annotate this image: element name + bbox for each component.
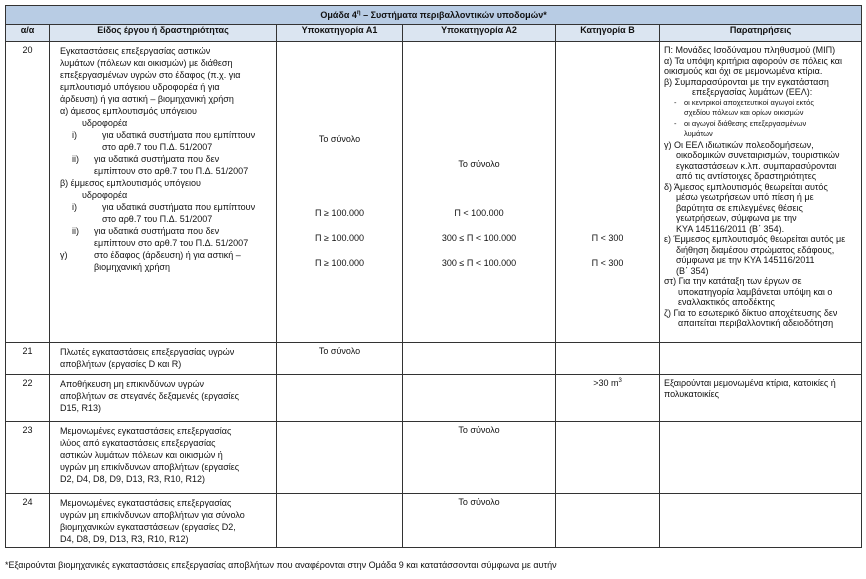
row-number: 23 (6, 422, 50, 494)
table-row (6, 42, 862, 343)
value-a2-indirect-i: Π < 100.000 (454, 208, 504, 218)
value-a2-direct-ii: Το σύνολο (458, 159, 500, 169)
table-row (6, 343, 862, 375)
row-number: 24 (6, 494, 50, 548)
row-a2-values (403, 42, 556, 343)
row-description: Αποθήκευση μη επικινδύνων υγρών αποβλήτων σε στεγανές δεξαμενές (εργασίες D15, R13) (50, 375, 277, 422)
row-a1-values (277, 494, 403, 548)
footnote: *Εξαιρούνται βιομηχανικές εγκαταστάσεις επεξεργασίας αποβλήτων που αναφέρονται στην Ομάδα 9 και κατατάσσονται σύμφωνα με αυτήν (5, 560, 557, 570)
table-title-row (6, 6, 862, 25)
value-a2-soil: 300 ≤ Π < 100.000 (441, 258, 517, 268)
row-description: Μεμονωμένες εγκαταστάσεις επεξεργασίας ιλύος από εγκαταστάσεις επεξεργασίας αστικών λυμάτων πόλεων και οικισμών ή υγρών μη επικίνδυνων αποβλήτων (εργασίες D2, D4, D8, D9, D13, R3, R10, R12) (50, 422, 277, 494)
value-a1-direct-i: Το σύνολο (318, 134, 361, 144)
value-a2-indirect-ii: 300 ≤ Π < 100.000 (441, 233, 517, 243)
row-description: Εγκαταστάσεις επεξεργασίας αστικών λυμάτων (πόλεων και οικισμών) με διάθεση επεξεργασμένων υγρών στο έδαφος (π.χ. για εμπλουτισμό υπόγειου υδροφορέα ή για άρδευση) ή για αστική – βιομηχανική χρήση α) άμεσος εμπλουτισμός υπόγειου υδροφορέα i) για υδατικά συστήματα που εμπίπτουν στο αρθ.7 του Π.Δ. 51/2007 ii) για υδατικά συστήματα που δεν εμπίπτουν στο αρθ.7 του Π.Δ. 51/2007 β) έμμεσος εμπλουτισμός υπόγειου υδροφορέα i) για υδατικά συστήματα που εμπίπτουν στο αρθ.7 του Π.Δ. 51/2007 ii) για υδατικά συστήματα που δεν εμπίπτουν στο αρθ.7 του Π.Δ. 51/2007 γ) στο έδαφος (άρδευση) ή για αστική – βιομηχανική χρήση (50, 42, 277, 343)
table-row (6, 422, 862, 494)
row-b-values: >30 $m^3$ (556, 375, 660, 422)
row-a2-values: Το σύνολο (403, 422, 556, 494)
row-notes: Εξαιρούνται μεμονωμένα κτίρια, κατοικίες ή πολυκατοικίες (660, 375, 862, 422)
row-a2-values: Το σύνολο (403, 494, 556, 548)
row-a1-values: Το σύνολο (277, 343, 403, 375)
row-a1-values (277, 422, 403, 494)
row-number: 22 (6, 375, 50, 422)
row-a1-values (277, 375, 403, 422)
table-title: Ομάδα $4^\eta$ – Συστήματα περιβαλλοντικών υποδομών* (6, 6, 862, 25)
header-project-type: Είδος έργου ή δραστηριότητας (50, 25, 277, 42)
header-notes: Παρατηρήσεις (660, 25, 862, 42)
row-notes (660, 494, 862, 548)
value-b-soil: Π < 300 (591, 258, 624, 268)
row-notes (660, 422, 862, 494)
table-row (6, 375, 862, 422)
row-a2-values (403, 375, 556, 422)
value-a1-soil: Π ≥ 100.000 (315, 258, 364, 268)
row-a1-values (277, 42, 403, 343)
header-subcategory-a1: Υποκατηγορία Α1 (277, 25, 403, 42)
header-row (6, 25, 862, 42)
row-description: Μεμονωμένες εγκαταστάσεις επεξεργασίας υγρών μη επικίνδυνων αποβλήτων για σύνολο βιομηχανικών εγκαταστάσεων (εργασίες D2, D4, D8, D9, D13, R3, R10, R12) (50, 494, 277, 548)
row-b-values (556, 494, 660, 548)
row-number: 20 (6, 42, 50, 343)
value-b-indirect-ii: Π < 300 (591, 233, 624, 243)
table-row (6, 494, 862, 548)
value-a1-indirect-i: Π ≥ 100.000 (315, 208, 364, 218)
header-category-b: Κατηγορία Β (556, 25, 660, 42)
row-b-values (556, 343, 660, 375)
categories-table (5, 5, 862, 548)
row-a2-values (403, 343, 556, 375)
row-b-values (556, 422, 660, 494)
row-description: Πλωτές εγκαταστάσεις επεξεργασίας υγρών αποβλήτων (εργασίες D και R) (50, 343, 277, 375)
row-notes: Π: Μονάδες Ισοδύναμου πληθυσμού (ΜΙΠ) α) Τα υπόψη κριτήρια αφορούν σε πόλεις και οικισμούς και όχι σε μεμονωμένα κτίρια. β) Συμπαρασύρονται με την εγκατάσταση επεξεργασίας λυμάτων (ΕΕΛ): - οι κεντρικοί αποχετευτικοί αγωγοί εκτός σχεδίου πόλεων και ορίων οικισμών - οι αγωγοί διάθεσης επεξεργασμένων λυμάτων γ) Οι ΕΕΛ ιδιωτικών πολεοδομήσεων, οικοδομικών συνεταιρισμών, τουριστικών εγκαταστάσεων κ.λπ. συμπαρασύρονται από τις αντίστοιχες δραστηριότητες δ) Άμεσος εμπλουτισμός θεωρείται αυτός μέσω γεωτρήσεων υπό πίεση ή με βαρύτητα σε επιλεγμένες θέσεις γεωτρήσεων, σύμφωνα με την ΚΥΑ 145116/2011 (Β΄ 354). ε) Έμμεσος εμπλουτισμός θεωρείται αυτός με διήθηση διαμέσου στρώματος εδάφους, σύμφωνα με την ΚΥΑ 145116/2011 (Β΄ 354) στ) Για την κατάταξη των έργων σε υποκατηγορία λαμβάνεται υπόψη και ο εναλλακτικός αποδέκτης ζ) Για το εσωτερικό δίκτυο αποχέτευσης δεν απαιτείται περιβαλλοντική αδειοδότηση (660, 42, 862, 343)
header-subcategory-a2: Υποκατηγορία Α2 (403, 25, 556, 42)
value-a1-indirect-ii: Π ≥ 100.000 (315, 233, 364, 243)
header-aa: α/α (6, 25, 50, 42)
row-b-values (556, 42, 660, 343)
row-number: 21 (6, 343, 50, 375)
row-notes (660, 343, 862, 375)
